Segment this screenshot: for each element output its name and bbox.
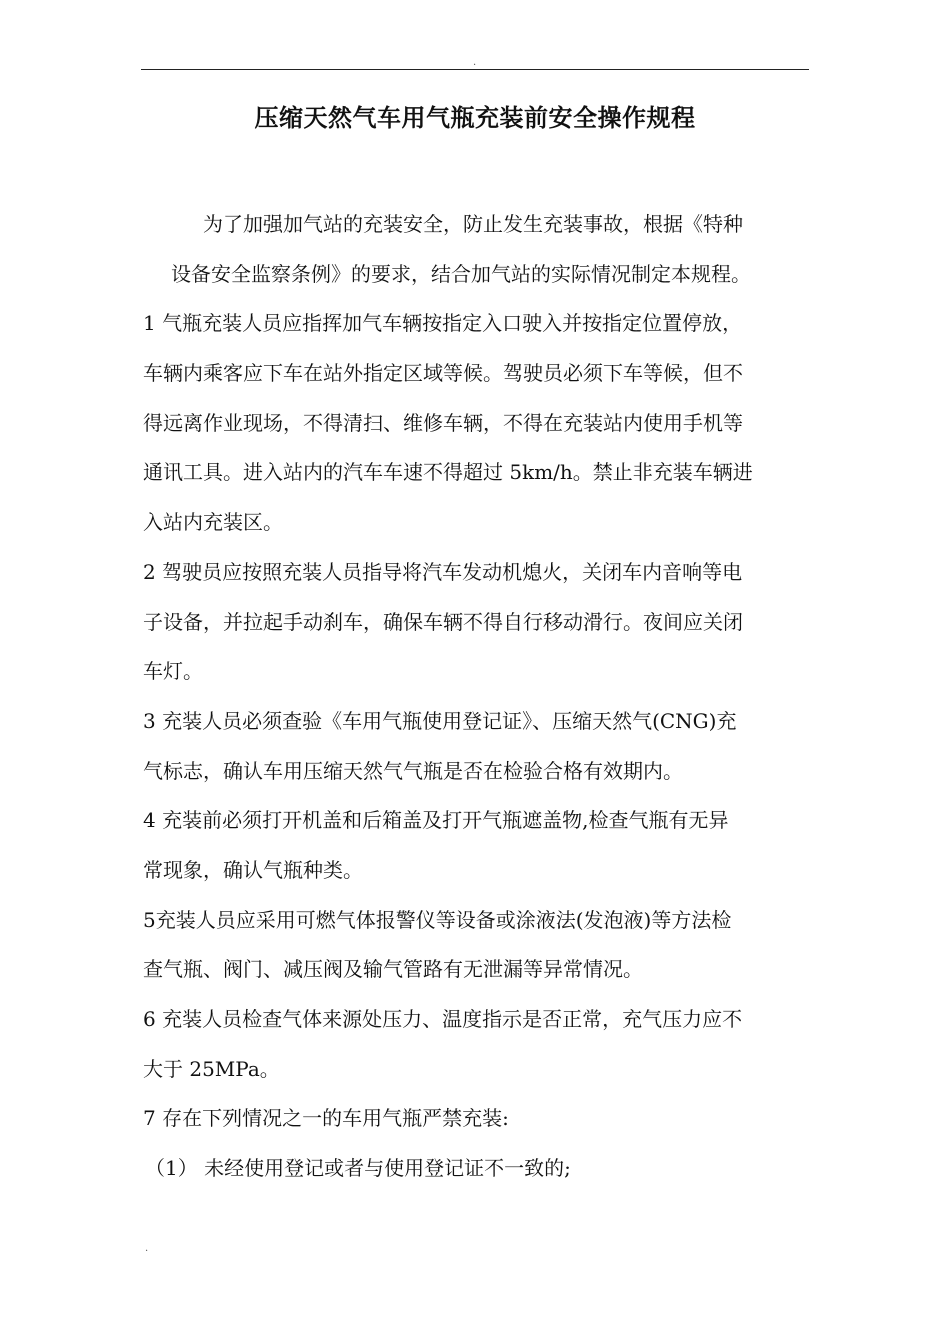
intro-line: 设备安全监察条例》的要求，结合加气站的实际情况制定本规程。: [171, 261, 751, 286]
rule-1-line: 车辆内乘客应下车在站外指定区域等候。驾驶员必须下车等候，但不: [143, 361, 743, 386]
rule-2-line: 子设备，并拉起手动刹车，确保车辆不得自行移动滑行。夜间应关闭: [143, 609, 743, 634]
rule-1-line: 通讯工具。进入站内的汽车车速不得超过 5km/h。禁止非充装车辆进: [143, 460, 753, 485]
rule-2-line: 车灯。: [143, 659, 203, 684]
rule-7-line: 7 存在下列情况之一的车用气瓶严禁充装:: [143, 1106, 509, 1131]
document-title: 压缩天然气车用气瓶充装前安全操作规程: [254, 104, 696, 132]
intro-line: 为了加强加气站的充装安全，防止发生充装事故，根据《特种: [203, 212, 743, 236]
rule-4-line: 常现象，确认气瓶种类。: [143, 857, 363, 882]
rule-4-line: 4 充装前必须打开机盖和后箱盖及打开气瓶遮盖物,检查气瓶有无异: [143, 808, 729, 833]
rule-3-line: 3 充装人员必须查验《车用气瓶使用登记证》、压缩天然气(CNG)充: [143, 708, 737, 733]
header-rule: [141, 69, 809, 70]
rule-2-line: 2 驾驶员应按照充装人员指导将汽车发动机熄火，关闭车内音响等电: [143, 559, 743, 584]
rule-6-line: 大于 25MPa。: [143, 1056, 280, 1081]
header-mark: .: [473, 57, 477, 68]
document-body: [143, 200, 815, 1194]
rule-1-line: 1 气瓶充装人员应指挥加气车辆按指定入口驶入并按指定位置停放，: [143, 311, 743, 336]
rule-1-line: 入站内充装区。: [143, 510, 283, 535]
rule-1-line: 得远离作业现场，不得清扫、维修车辆，不得在充装站内使用手机等: [143, 410, 743, 435]
rule-3-line: 气标志，确认车用压缩天然气气瓶是否在检验合格有效期内。: [143, 758, 683, 783]
rule-5-line: 查气瓶、阀门、减压阀及输气管路有无泄漏等异常情况。: [143, 957, 643, 982]
rule-5-line: 5充装人员应采用可燃气体报警仪等设备或涂液法(发泡液)等方法检: [143, 907, 732, 932]
rule-6-line: 6 充装人员检查气体来源处压力、温度指示是否正常，充气压力应不: [143, 1007, 743, 1031]
rule-7-item-1: （1） 未经使用登记或者与使用登记证不一致的;: [145, 1156, 571, 1181]
footer-mark: .: [145, 1243, 149, 1254]
